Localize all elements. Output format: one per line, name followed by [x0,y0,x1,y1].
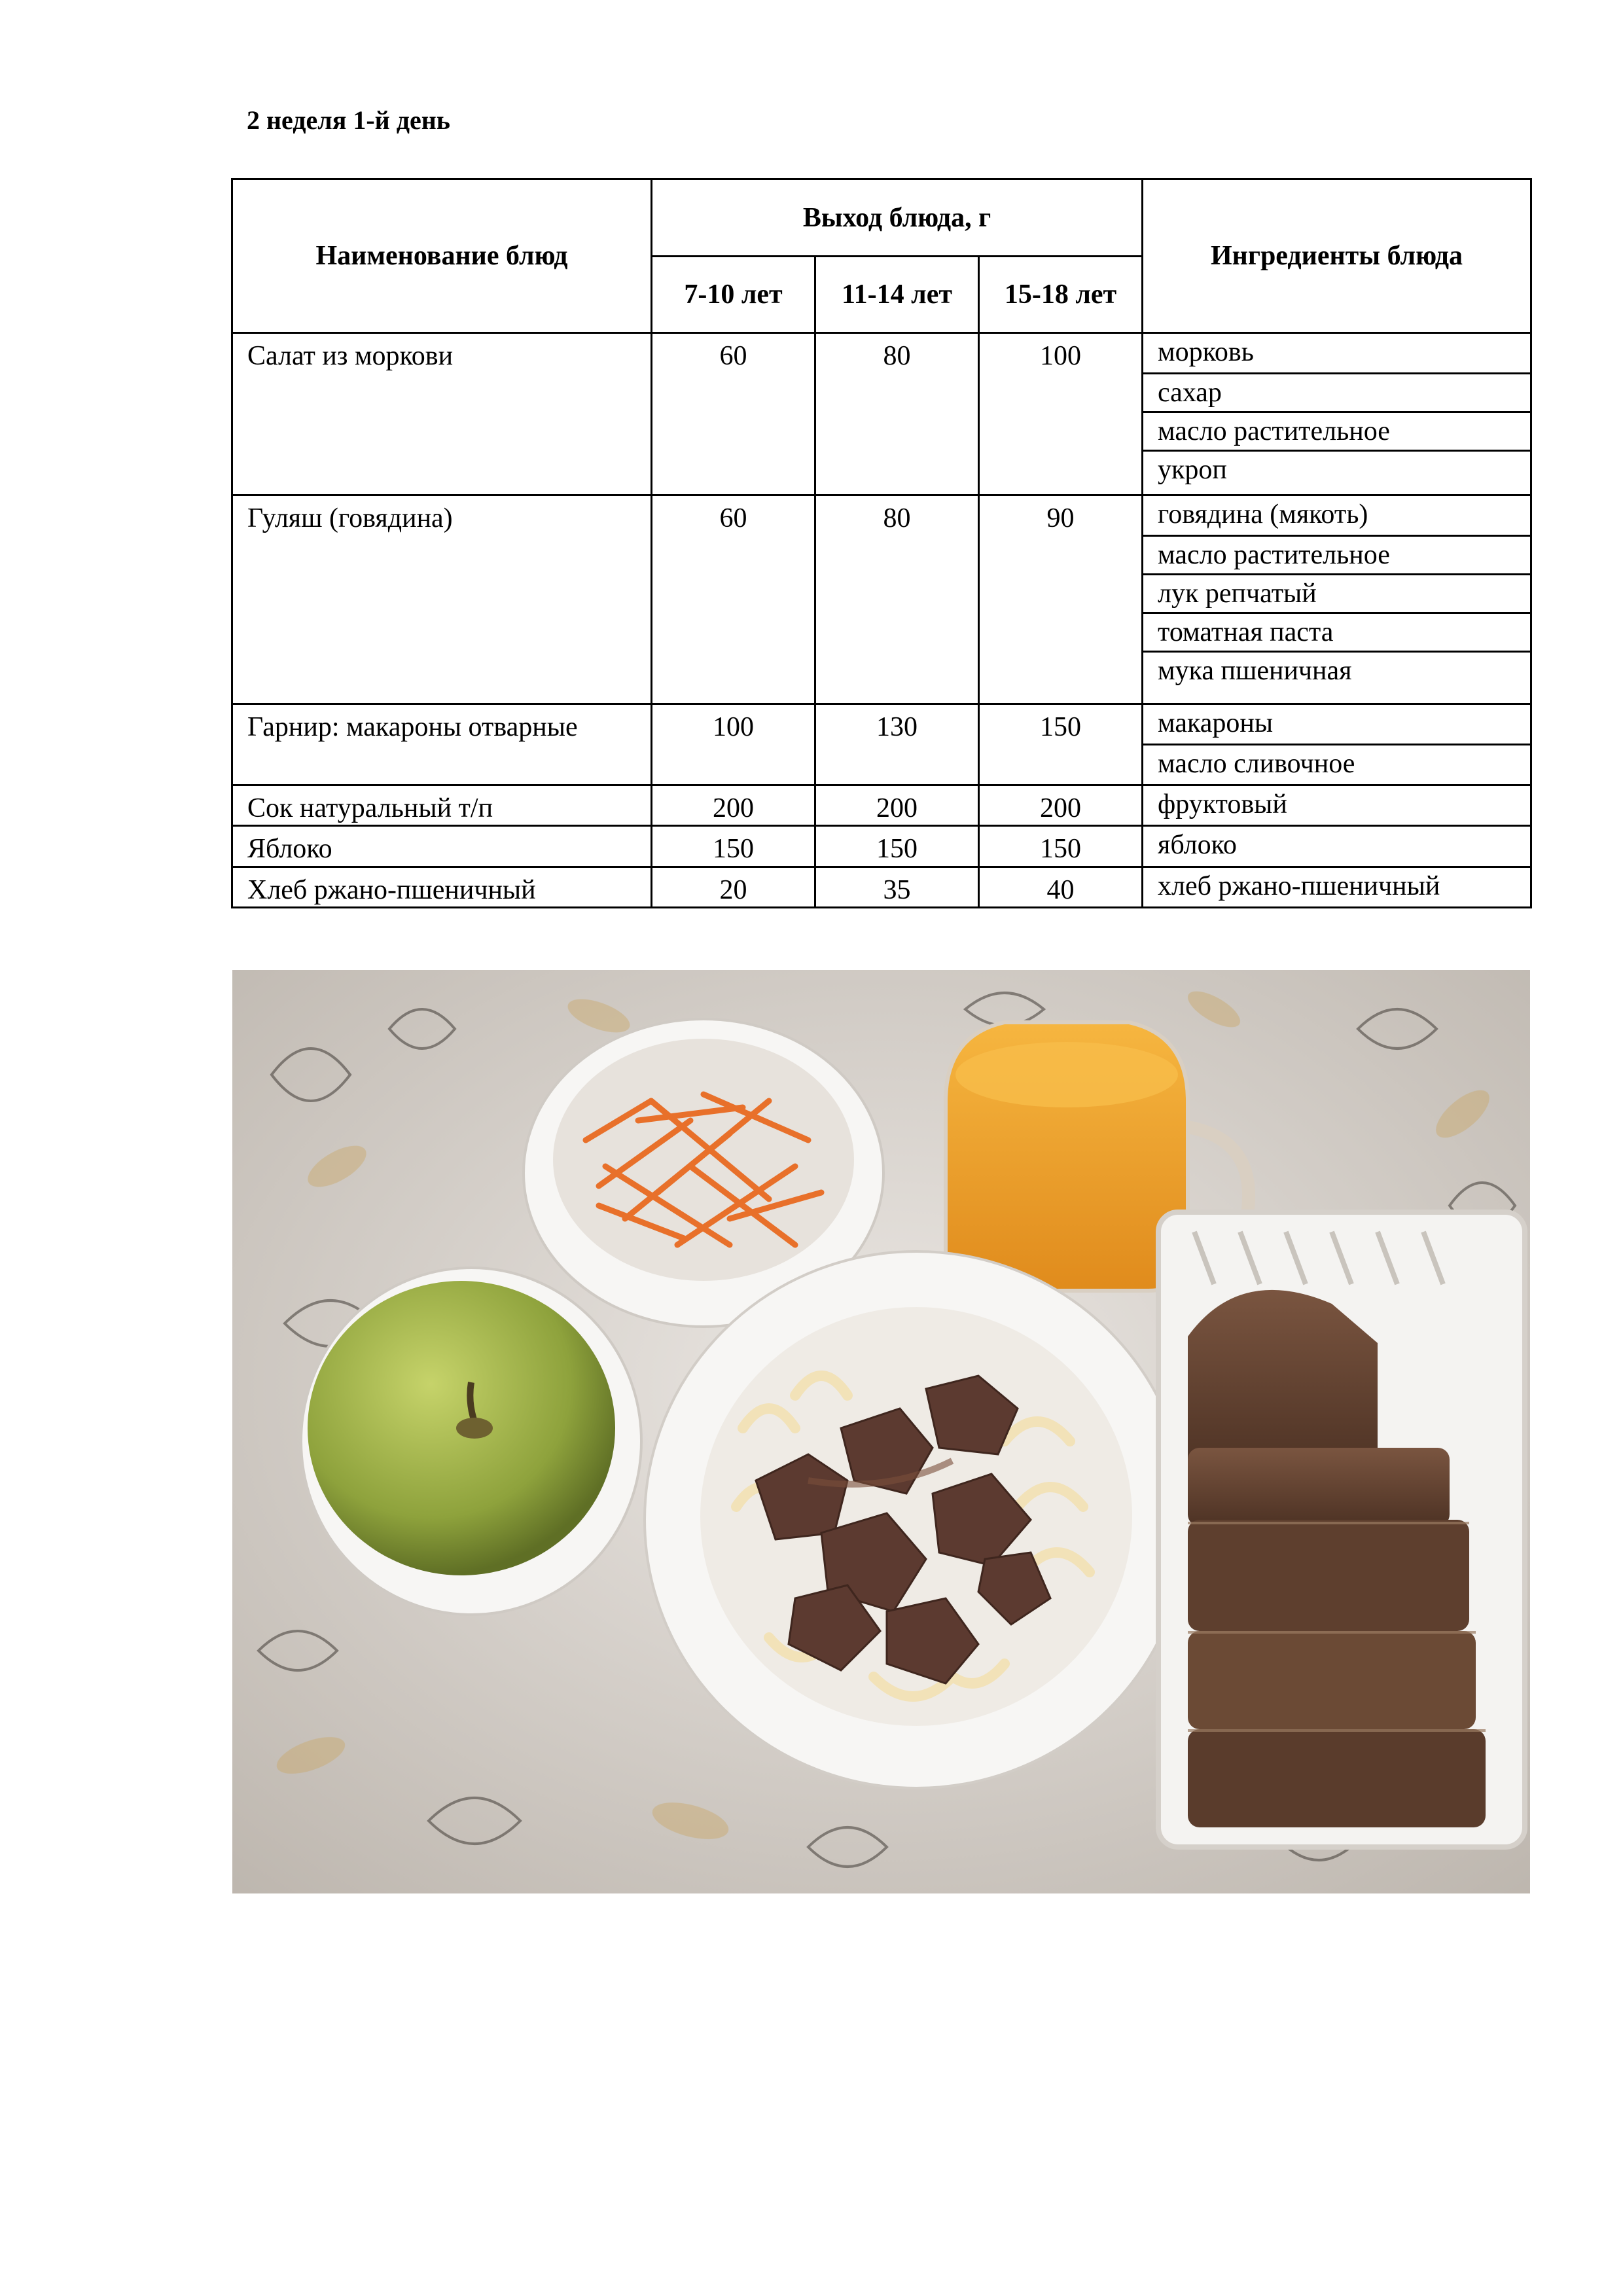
meal-photo [232,970,1530,1893]
table-row [232,785,1531,826]
header-age-15-18: 15-18 лет [979,257,1143,333]
header-age-7-10: 7-10 лет [652,257,815,333]
yield-cell-age-3: 150 [979,704,1143,785]
yield-cell-age-3: 150 [979,826,1143,867]
ingredient-item: масло растительное [1143,411,1530,450]
goulash-plate [645,1251,1188,1788]
header-ingredients: Ингредиенты блюда [1143,179,1531,333]
dish-name-cell: Гарнир: макароны отварные [232,704,652,785]
ingredients-cell [1143,704,1531,785]
yield-cell-age-1: 20 [652,867,815,908]
table-row [232,495,1531,704]
ingredients-cell [1143,495,1531,704]
ingredients-cell [1143,333,1531,495]
ingredient-item: лук репчатый [1143,573,1530,612]
ingredient-item: фруктовый [1158,789,1287,819]
yield-cell-age-2: 150 [815,826,979,867]
table-row [232,826,1531,867]
apple-bowl [301,1268,641,1615]
yield-cell-age-2: 200 [815,785,979,826]
menu-table [231,178,1532,908]
table-row [232,704,1531,785]
yield-cell-age-3: 200 [979,785,1143,826]
ingredient-item: томатная паста [1143,612,1530,651]
dish-name-cell: Сок натуральный т/п [232,785,652,826]
dish-name-cell: Хлеб ржано-пшеничный [232,867,652,908]
page-title: 2 неделя 1-й день [247,105,450,135]
header-dish-name: Наименование блюд [232,179,652,333]
ingredients-cell [1143,785,1531,826]
ingredient-item: макароны [1158,708,1274,738]
table-row [232,333,1531,495]
ingredient-item: хлеб ржано-пшеничный [1158,871,1440,901]
ingredients-cell [1143,867,1531,908]
ingredient-item: яблоко [1158,830,1237,860]
ingredient-list [1143,786,1530,825]
ingredient-list [1143,705,1530,782]
ingredient-item: сахар [1143,372,1530,411]
ingredient-item: мука пшеничная [1143,651,1530,689]
yield-cell-age-1: 60 [652,333,815,495]
ingredient-list [1143,827,1530,865]
ingredient-item: масло сливочное [1143,744,1530,782]
dish-name-cell: Яблоко [232,826,652,867]
ingredient-list [1143,496,1530,689]
yield-cell-age-3: 90 [979,495,1143,704]
dish-name-cell: Гуляш (говядина) [232,495,652,704]
header-age-11-14: 11-14 лет [815,257,979,333]
ingredient-item: масло растительное [1143,535,1530,573]
table-row [232,867,1531,908]
ingredient-item: морковь [1158,337,1254,367]
yield-cell-age-2: 80 [815,333,979,495]
header-yield: Выход блюда, г [652,179,1143,257]
yield-cell-age-1: 150 [652,826,815,867]
yield-cell-age-3: 100 [979,333,1143,495]
ingredient-list [1143,334,1530,488]
bread-basket [1158,1212,1525,1847]
yield-cell-age-3: 40 [979,867,1143,908]
ingredient-list [1143,868,1530,906]
yield-cell-age-2: 80 [815,495,979,704]
ingredient-item: говядина (мякоть) [1158,499,1368,529]
yield-cell-age-1: 60 [652,495,815,704]
dish-name-cell: Салат из моркови [232,333,652,495]
ingredients-cell [1143,826,1531,867]
yield-cell-age-2: 130 [815,704,979,785]
menu-table-body [232,333,1531,908]
yield-cell-age-1: 100 [652,704,815,785]
ingredient-item: укроп [1143,450,1530,488]
yield-cell-age-2: 35 [815,867,979,908]
yield-cell-age-1: 200 [652,785,815,826]
